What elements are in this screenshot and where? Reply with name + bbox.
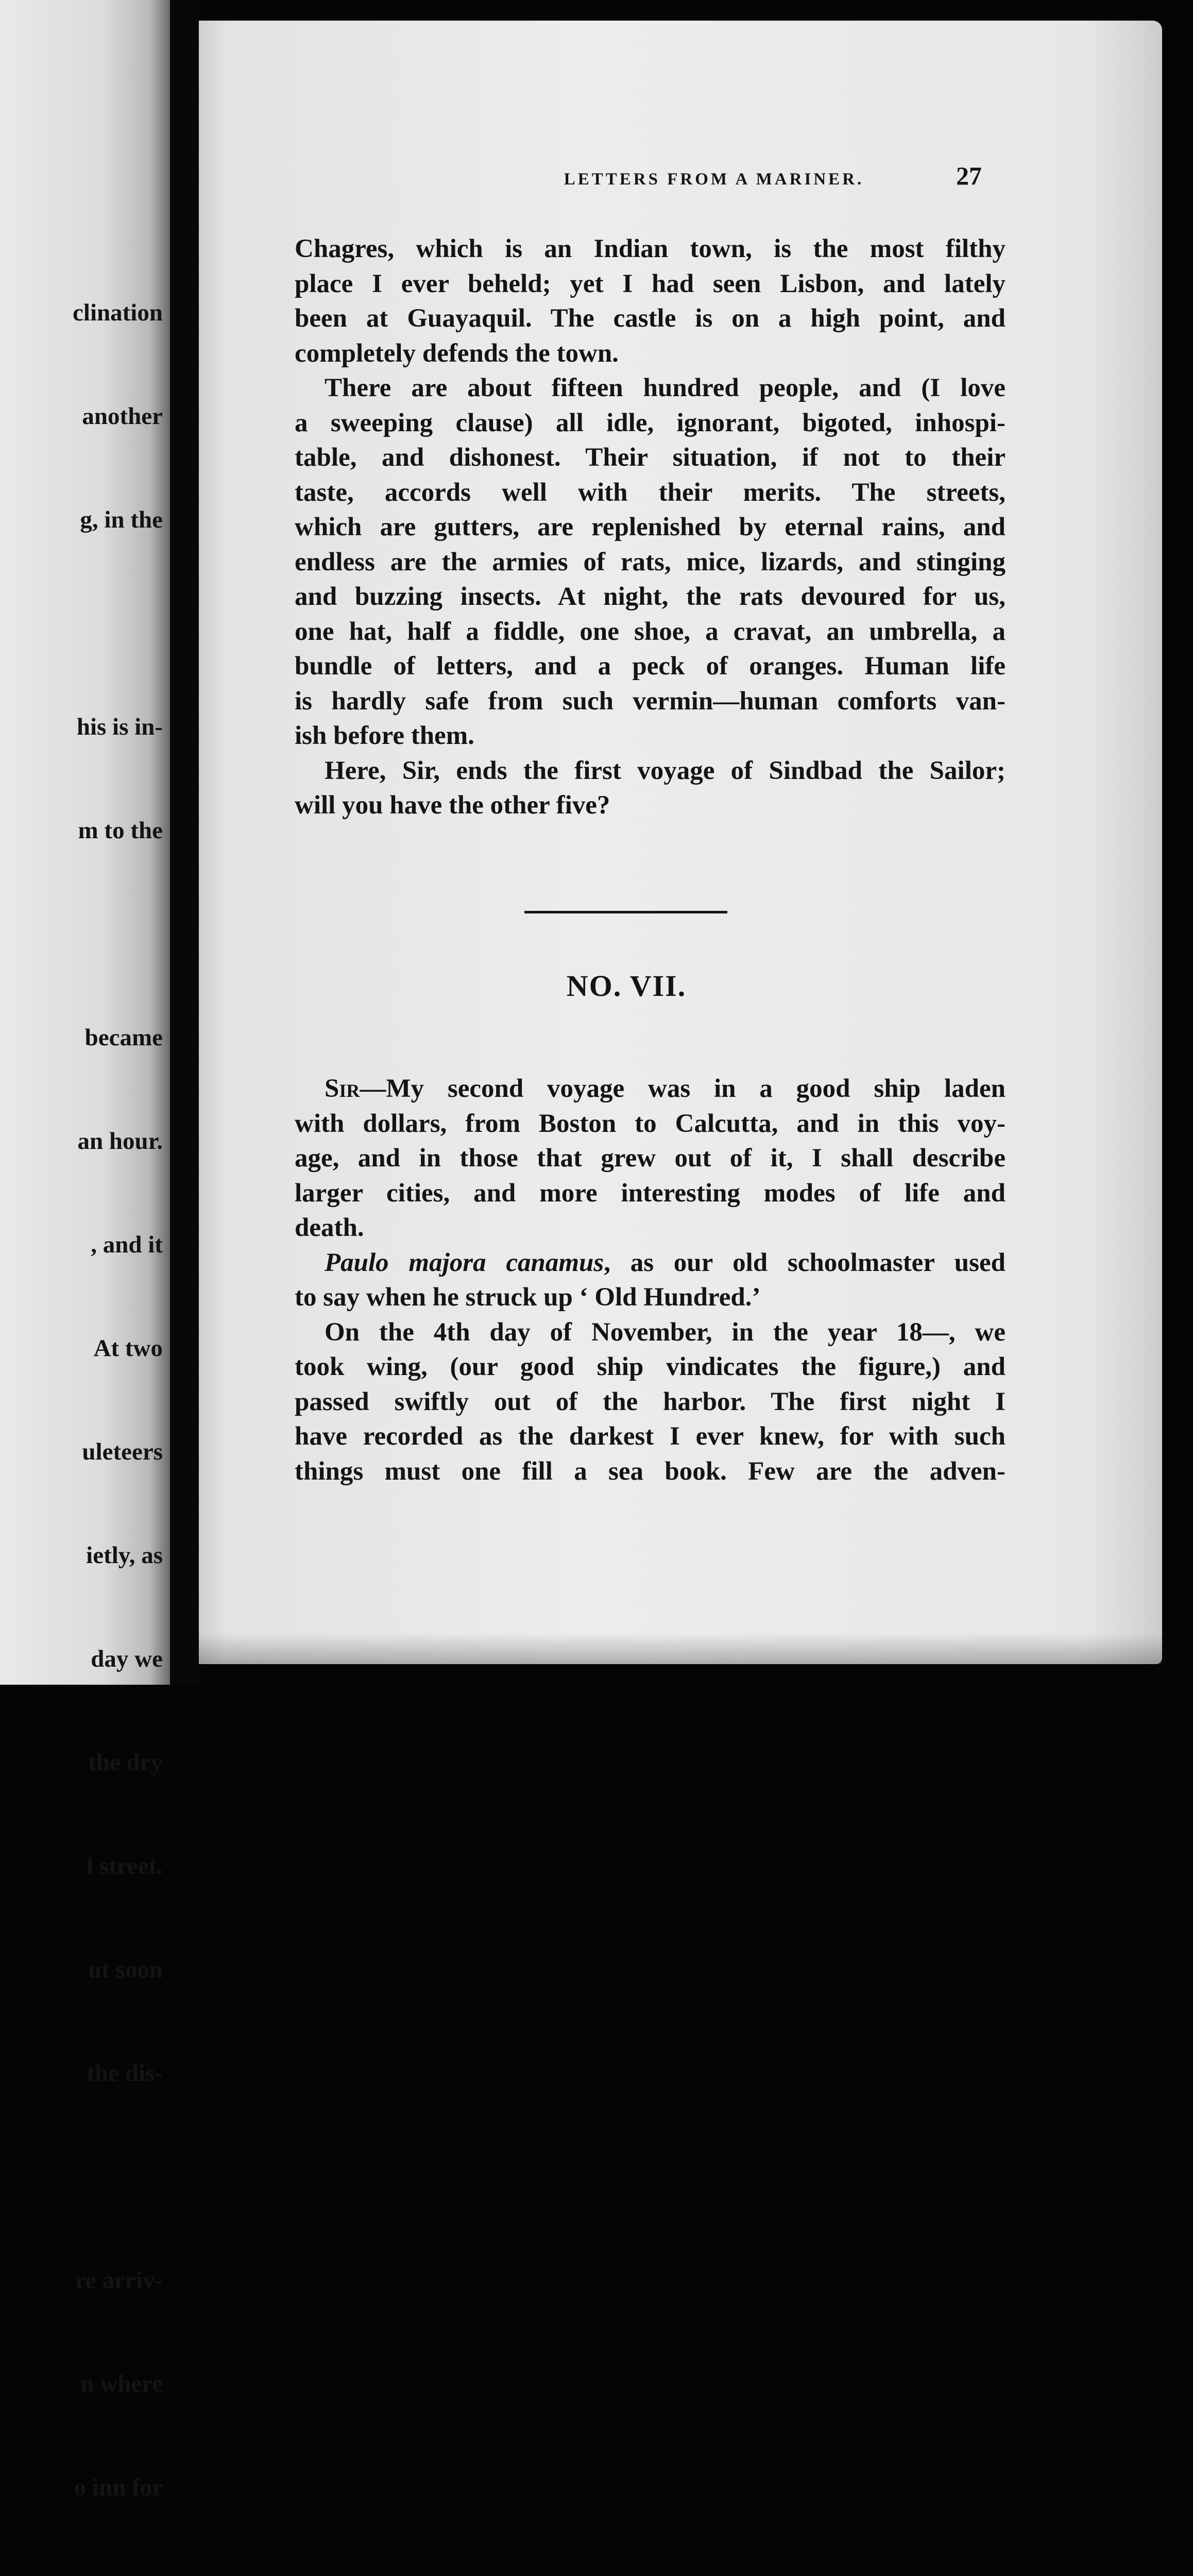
text-line: death. (295, 1213, 364, 1242)
text-line: place I ever beheld; yet I had seen Lisbon, and lately (295, 269, 1005, 298)
text-line: things must one fill a sea book. Few are the adven- (295, 1456, 1005, 1486)
text-line: clination (73, 299, 163, 326)
text-line: re arriv- (75, 2267, 163, 2294)
text-line: his is in- (76, 714, 163, 740)
text-line: a sweeping clause) all idle, ignorant, bigoted, inhospi- (295, 408, 1005, 437)
running-head: LETTERS FROM A MARINER. (564, 170, 864, 189)
text-line: completely defends the town. (295, 338, 619, 368)
text-line: became (84, 1024, 163, 1051)
text-line (295, 1072, 1005, 1107)
page-number: 27 (956, 161, 982, 190)
text-line: On the 4th day of November, in the year 18—, we (325, 1317, 1005, 1347)
text-line: another (82, 403, 163, 430)
section-heading: NO. VII. (566, 969, 687, 1003)
text-line: the dis- (87, 2060, 163, 2087)
text-line (72, 2574, 163, 2576)
text-line: l street. (87, 1853, 163, 1879)
text-line: with dollars, from Boston to Calcutta, and in this voy- (295, 1109, 1005, 1138)
text-line: larger cities, and more interesting modes of life and (295, 1178, 1005, 1208)
text-line: passed swiftly out of the harbor. The first night I (295, 1387, 1005, 1416)
salutation: Sir (325, 1074, 360, 1103)
text-line: table, and dishonest. Their situation, if not to their (295, 443, 1005, 472)
text-line: age, and in those that grew out of it, I shall describe (295, 1144, 1005, 1173)
text-line: ut soon (88, 1956, 163, 1983)
latin-quote: Paulo majora canamus (325, 1248, 604, 1277)
text-line: endless are the armies of rats, mice, lizards, and stinging (295, 547, 1005, 577)
text-line: which are gutters, are replenished by eternal rains, and (295, 513, 1005, 541)
text-line: one hat, half a fiddle, one shoe, a cravat, an umbrella, a (295, 617, 1005, 646)
letter-text-section-1 (295, 232, 1005, 823)
text-line: m to the (78, 817, 163, 844)
text-line: g, in the (80, 506, 163, 533)
text-line: ietly, as (86, 1542, 163, 1569)
text-line (295, 1246, 1005, 1281)
page (199, 21, 1162, 1664)
text-line: to say when he struck up ‘ Old Hundred.’ (295, 1283, 761, 1312)
text-line: Here, Sir, ends the first voyage of Sindbad the Sailor; (325, 756, 1005, 785)
text-line: Chagres, which is an Indian town, is the most filthy (295, 234, 1005, 263)
page-edge-shadow (199, 1633, 1162, 1664)
section-divider (524, 911, 727, 913)
text-line: n where (80, 2370, 163, 2397)
text-line: uleteers (82, 1438, 163, 1465)
text-line: taste, accords well with their merits. The streets, (295, 478, 1005, 507)
text-line (72, 2160, 163, 2194)
text-run: , as our old schoolmaster used (604, 1248, 1005, 1277)
book-gutter (170, 0, 199, 1685)
text-line: an hour. (77, 1128, 163, 1155)
text-line (72, 917, 163, 952)
text-line (72, 606, 163, 641)
text-line: and buzzing insects. At night, the rats devoured for us, (295, 582, 1005, 611)
text-line: ish before them. (295, 721, 474, 750)
text-line: the dry (88, 1749, 163, 1776)
text-line: been at Guayaquil. The castle is on a high point, and (295, 304, 1005, 333)
text-line: is hardly safe from such vermin—human comforts van- (295, 686, 1005, 716)
text-line: day we (91, 1646, 163, 1672)
text-line: At two (93, 1335, 163, 1362)
text-line: have recorded as the darkest I ever knew, for with such (295, 1422, 1005, 1451)
text-line: o inn for (74, 2474, 163, 2501)
letter-text-section-2 (295, 1072, 1005, 1489)
text-line: bundle of letters, and a peck of oranges. Human life (295, 652, 1005, 681)
text-line: , and it (91, 1231, 163, 1258)
text-line: will you have the other five? (295, 791, 610, 820)
text-run: —My second voyage was in a good ship laden (360, 1074, 1005, 1103)
text-line: took wing, (our good ship vindicates the figure,) and (295, 1352, 1005, 1381)
previous-page-fragment (0, 0, 170, 2501)
previous-page-text (72, 227, 163, 2576)
text-line: There are about fifteen hundred people, and (I love (325, 374, 1005, 402)
